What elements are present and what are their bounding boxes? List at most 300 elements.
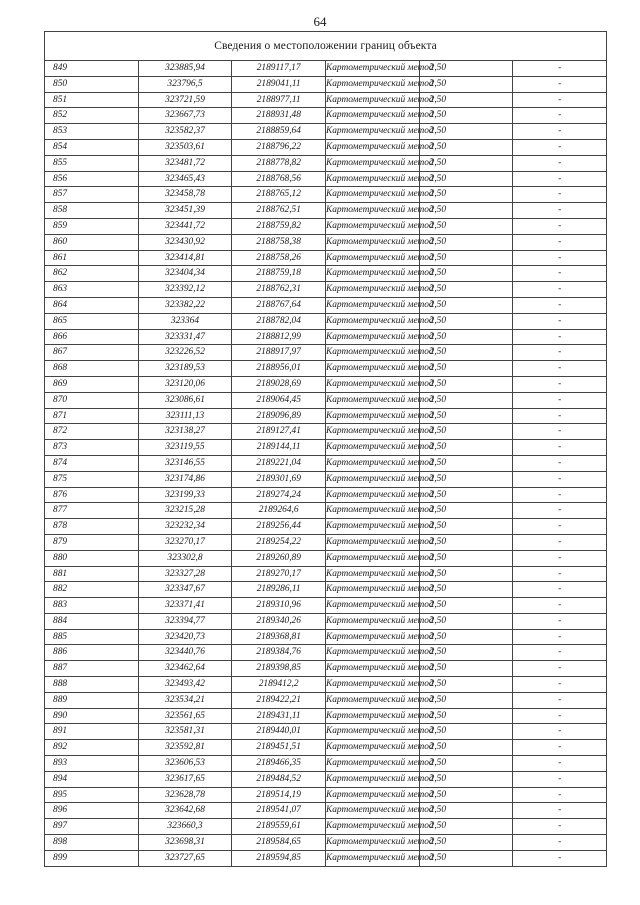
point-number-cell: 865 (45, 313, 139, 329)
x-coordinate-cell: 323371,41 (138, 598, 232, 614)
description-cell: - (513, 613, 607, 629)
precision-cell: 2,50 (419, 550, 513, 566)
method-cell: Картометрический метод (325, 124, 419, 140)
table-row (45, 677, 607, 693)
method-cell: Картометрический метод (325, 139, 419, 155)
precision-cell: 2,50 (419, 313, 513, 329)
description-cell: - (513, 218, 607, 234)
precision-cell: 2,50 (419, 708, 513, 724)
point-number-cell: 856 (45, 171, 139, 187)
precision-cell: 2,50 (419, 440, 513, 456)
x-coordinate-cell: 323226,52 (138, 345, 232, 361)
point-number-cell: 874 (45, 455, 139, 471)
description-cell: - (513, 835, 607, 851)
x-coordinate-cell: 323138,27 (138, 424, 232, 440)
y-coordinate-cell: 2188977,11 (232, 92, 326, 108)
table-row (45, 108, 607, 124)
x-coordinate-cell: 323404,34 (138, 266, 232, 282)
precision-cell: 2,50 (419, 424, 513, 440)
description-cell: - (513, 313, 607, 329)
y-coordinate-cell: 2189398,85 (232, 661, 326, 677)
description-cell: - (513, 250, 607, 266)
y-coordinate-cell: 2189594,85 (232, 850, 326, 866)
x-coordinate-cell: 323189,53 (138, 361, 232, 377)
precision-cell: 2,50 (419, 408, 513, 424)
table-row (45, 266, 607, 282)
y-coordinate-cell: 2189541,07 (232, 803, 326, 819)
y-coordinate-cell: 2188956,01 (232, 361, 326, 377)
table-row (45, 692, 607, 708)
x-coordinate-cell: 323581,31 (138, 724, 232, 740)
x-coordinate-cell: 323382,22 (138, 297, 232, 313)
x-coordinate-cell: 323199,33 (138, 487, 232, 503)
precision-cell: 2,50 (419, 108, 513, 124)
x-coordinate-cell: 323561,65 (138, 708, 232, 724)
table-row (45, 519, 607, 535)
method-cell: Картометрический метод (325, 661, 419, 677)
y-coordinate-cell: 2189559,61 (232, 819, 326, 835)
y-coordinate-cell: 2188812,99 (232, 329, 326, 345)
precision-cell: 2,50 (419, 724, 513, 740)
table-row (45, 76, 607, 92)
table-row (45, 582, 607, 598)
method-cell: Картометрический метод (325, 155, 419, 171)
y-coordinate-cell: 2189127,41 (232, 424, 326, 440)
method-cell: Картометрический метод (325, 440, 419, 456)
y-coordinate-cell: 2189310,96 (232, 598, 326, 614)
point-number-cell: 884 (45, 613, 139, 629)
y-coordinate-cell: 2189484,52 (232, 771, 326, 787)
description-cell: - (513, 487, 607, 503)
method-cell: Картометрический метод (325, 218, 419, 234)
y-coordinate-cell: 2189412,2 (232, 677, 326, 693)
table-row (45, 629, 607, 645)
method-cell: Картометрический метод (325, 519, 419, 535)
precision-cell: 2,50 (419, 803, 513, 819)
precision-cell: 2,50 (419, 266, 513, 282)
table-row (45, 661, 607, 677)
precision-cell: 2,50 (419, 61, 513, 77)
description-cell: - (513, 124, 607, 140)
table-row (45, 61, 607, 77)
precision-cell: 2,50 (419, 582, 513, 598)
method-cell: Картометрический метод (325, 455, 419, 471)
method-cell: Картометрический метод (325, 629, 419, 645)
table-row (45, 155, 607, 171)
precision-cell: 2,50 (419, 124, 513, 140)
point-number-cell: 880 (45, 550, 139, 566)
precision-cell: 2,50 (419, 282, 513, 298)
y-coordinate-cell: 2188778,82 (232, 155, 326, 171)
x-coordinate-cell: 323462,64 (138, 661, 232, 677)
y-coordinate-cell: 2189440,01 (232, 724, 326, 740)
page-number: 64 (313, 14, 327, 29)
point-number-cell: 881 (45, 566, 139, 582)
table-row (45, 740, 607, 756)
x-coordinate-cell: 323628,78 (138, 787, 232, 803)
x-coordinate-cell: 323270,17 (138, 534, 232, 550)
y-coordinate-cell: 2189254,22 (232, 534, 326, 550)
method-cell: Картометрический метод (325, 203, 419, 219)
description-cell: - (513, 519, 607, 535)
method-cell: Картометрический метод (325, 835, 419, 851)
y-coordinate-cell: 2189384,76 (232, 645, 326, 661)
table-row (45, 329, 607, 345)
description-cell: - (513, 566, 607, 582)
method-cell: Картометрический метод (325, 345, 419, 361)
description-cell: - (513, 361, 607, 377)
point-number-cell: 872 (45, 424, 139, 440)
point-number-cell: 859 (45, 218, 139, 234)
x-coordinate-cell: 323642,68 (138, 803, 232, 819)
method-cell: Картометрический метод (325, 424, 419, 440)
description-cell: - (513, 771, 607, 787)
y-coordinate-cell: 2188768,56 (232, 171, 326, 187)
table-row (45, 566, 607, 582)
description-cell: - (513, 455, 607, 471)
y-coordinate-cell: 2189221,04 (232, 455, 326, 471)
point-number-cell: 862 (45, 266, 139, 282)
table-row (45, 598, 607, 614)
point-number-cell: 877 (45, 503, 139, 519)
method-cell: Картометрический метод (325, 171, 419, 187)
method-cell: Картометрический метод (325, 503, 419, 519)
precision-cell: 2,50 (419, 139, 513, 155)
precision-cell: 2,50 (419, 297, 513, 313)
y-coordinate-cell: 2189466,35 (232, 756, 326, 772)
point-number-cell: 878 (45, 519, 139, 535)
point-number-cell: 898 (45, 835, 139, 851)
x-coordinate-cell: 323302,8 (138, 550, 232, 566)
precision-cell: 2,50 (419, 503, 513, 519)
point-number-cell: 858 (45, 203, 139, 219)
precision-cell: 2,50 (419, 629, 513, 645)
point-number-cell: 866 (45, 329, 139, 345)
point-number-cell: 873 (45, 440, 139, 456)
table-row (45, 424, 607, 440)
method-cell: Картометрический метод (325, 771, 419, 787)
method-cell: Картометрический метод (325, 819, 419, 835)
y-coordinate-cell: 2188931,48 (232, 108, 326, 124)
table-row (45, 534, 607, 550)
method-cell: Картометрический метод (325, 740, 419, 756)
table-row (45, 203, 607, 219)
description-cell: - (513, 629, 607, 645)
point-number-cell: 868 (45, 361, 139, 377)
method-cell: Картометрический метод (325, 487, 419, 503)
y-coordinate-cell: 2188917,97 (232, 345, 326, 361)
x-coordinate-cell: 323420,73 (138, 629, 232, 645)
y-coordinate-cell: 2188782,04 (232, 313, 326, 329)
y-coordinate-cell: 2188762,31 (232, 282, 326, 298)
method-cell: Картометрический метод (325, 598, 419, 614)
table-row (45, 819, 607, 835)
x-coordinate-cell: 323347,67 (138, 582, 232, 598)
table-row (45, 455, 607, 471)
table-row (45, 250, 607, 266)
point-number-cell: 870 (45, 392, 139, 408)
description-cell: - (513, 61, 607, 77)
method-cell: Картометрический метод (325, 408, 419, 424)
x-coordinate-cell: 323592,81 (138, 740, 232, 756)
description-cell: - (513, 139, 607, 155)
x-coordinate-cell: 323215,28 (138, 503, 232, 519)
precision-cell: 2,50 (419, 455, 513, 471)
description-cell: - (513, 376, 607, 392)
point-number-cell: 886 (45, 645, 139, 661)
table-row (45, 376, 607, 392)
precision-cell: 2,50 (419, 250, 513, 266)
description-cell: - (513, 440, 607, 456)
y-coordinate-cell: 2188767,64 (232, 297, 326, 313)
description-cell: - (513, 297, 607, 313)
x-coordinate-cell: 323440,76 (138, 645, 232, 661)
table-row (45, 487, 607, 503)
method-cell: Картометрический метод (325, 282, 419, 298)
method-cell: Картометрический метод (325, 803, 419, 819)
table-row (45, 550, 607, 566)
x-coordinate-cell: 323086,61 (138, 392, 232, 408)
method-cell: Картометрический метод (325, 566, 419, 582)
description-cell: - (513, 598, 607, 614)
table-body (45, 61, 607, 867)
point-number-cell: 895 (45, 787, 139, 803)
table-row (45, 218, 607, 234)
x-coordinate-cell: 323617,65 (138, 771, 232, 787)
precision-cell: 2,50 (419, 155, 513, 171)
description-cell: - (513, 282, 607, 298)
x-coordinate-cell: 323146,55 (138, 455, 232, 471)
point-number-cell: 896 (45, 803, 139, 819)
y-coordinate-cell: 2188796,22 (232, 139, 326, 155)
method-cell: Картометрический метод (325, 692, 419, 708)
x-coordinate-cell: 323364 (138, 313, 232, 329)
precision-cell: 2,50 (419, 361, 513, 377)
y-coordinate-cell: 2189096,89 (232, 408, 326, 424)
point-number-cell: 864 (45, 297, 139, 313)
table-row (45, 850, 607, 866)
table-row (45, 835, 607, 851)
y-coordinate-cell: 2188759,18 (232, 266, 326, 282)
table-row (45, 771, 607, 787)
y-coordinate-cell: 2189270,17 (232, 566, 326, 582)
x-coordinate-cell: 323606,53 (138, 756, 232, 772)
precision-cell: 2,50 (419, 692, 513, 708)
boundary-table-container (44, 31, 607, 867)
x-coordinate-cell: 323232,34 (138, 519, 232, 535)
y-coordinate-cell: 2188759,82 (232, 218, 326, 234)
table-row (45, 313, 607, 329)
point-number-cell: 851 (45, 92, 139, 108)
description-cell: - (513, 187, 607, 203)
y-coordinate-cell: 2189117,17 (232, 61, 326, 77)
x-coordinate-cell: 323451,39 (138, 203, 232, 219)
method-cell: Картометрический метод (325, 297, 419, 313)
description-cell: - (513, 108, 607, 124)
description-cell: - (513, 582, 607, 598)
table-row (45, 282, 607, 298)
method-cell: Картометрический метод (325, 376, 419, 392)
precision-cell: 2,50 (419, 76, 513, 92)
description-cell: - (513, 92, 607, 108)
description-cell: - (513, 661, 607, 677)
method-cell: Картометрический метод (325, 677, 419, 693)
table-row (45, 756, 607, 772)
table-row (45, 613, 607, 629)
table-row (45, 645, 607, 661)
point-number-cell: 879 (45, 534, 139, 550)
point-number-cell: 888 (45, 677, 139, 693)
method-cell: Картометрический метод (325, 787, 419, 803)
x-coordinate-cell: 323394,77 (138, 613, 232, 629)
x-coordinate-cell: 323727,65 (138, 850, 232, 866)
description-cell: - (513, 171, 607, 187)
method-cell: Картометрический метод (325, 234, 419, 250)
method-cell: Картометрический метод (325, 313, 419, 329)
point-number-cell: 860 (45, 234, 139, 250)
description-cell: - (513, 645, 607, 661)
precision-cell: 2,50 (419, 376, 513, 392)
precision-cell: 2,50 (419, 850, 513, 866)
y-coordinate-cell: 2189431,11 (232, 708, 326, 724)
x-coordinate-cell: 323331,47 (138, 329, 232, 345)
y-coordinate-cell: 2189274,24 (232, 487, 326, 503)
table-row (45, 345, 607, 361)
table-row (45, 297, 607, 313)
description-cell: - (513, 787, 607, 803)
description-cell: - (513, 708, 607, 724)
y-coordinate-cell: 2189144,11 (232, 440, 326, 456)
method-cell: Картометрический метод (325, 392, 419, 408)
precision-cell: 2,50 (419, 392, 513, 408)
y-coordinate-cell: 2188762,51 (232, 203, 326, 219)
y-coordinate-cell: 2188859,64 (232, 124, 326, 140)
table-row (45, 139, 607, 155)
point-number-cell: 857 (45, 187, 139, 203)
point-number-cell: 869 (45, 376, 139, 392)
table-row (45, 124, 607, 140)
table-row (45, 92, 607, 108)
y-coordinate-cell: 2189422,21 (232, 692, 326, 708)
method-cell: Картометрический метод (325, 471, 419, 487)
precision-cell: 2,50 (419, 787, 513, 803)
point-number-cell: 855 (45, 155, 139, 171)
x-coordinate-cell: 323111,13 (138, 408, 232, 424)
description-cell: - (513, 392, 607, 408)
description-cell: - (513, 819, 607, 835)
method-cell: Картометрический метод (325, 266, 419, 282)
precision-cell: 2,50 (419, 218, 513, 234)
table-row (45, 361, 607, 377)
description-cell: - (513, 550, 607, 566)
x-coordinate-cell: 323441,72 (138, 218, 232, 234)
x-coordinate-cell: 323698,31 (138, 835, 232, 851)
precision-cell: 2,50 (419, 819, 513, 835)
precision-cell: 2,50 (419, 771, 513, 787)
y-coordinate-cell: 2189264,6 (232, 503, 326, 519)
point-number-cell: 875 (45, 471, 139, 487)
point-number-cell: 854 (45, 139, 139, 155)
point-number-cell: 882 (45, 582, 139, 598)
description-cell: - (513, 155, 607, 171)
precision-cell: 2,50 (419, 613, 513, 629)
method-cell: Картометрический метод (325, 187, 419, 203)
y-coordinate-cell: 2188758,38 (232, 234, 326, 250)
description-cell: - (513, 266, 607, 282)
method-cell: Картометрический метод (325, 61, 419, 77)
precision-cell: 2,50 (419, 171, 513, 187)
description-cell: - (513, 503, 607, 519)
y-coordinate-cell: 2189514,19 (232, 787, 326, 803)
point-number-cell: 863 (45, 282, 139, 298)
y-coordinate-cell: 2189064,45 (232, 392, 326, 408)
x-coordinate-cell: 323493,42 (138, 677, 232, 693)
description-cell: - (513, 677, 607, 693)
description-cell: - (513, 724, 607, 740)
precision-cell: 2,50 (419, 835, 513, 851)
x-coordinate-cell: 323582,37 (138, 124, 232, 140)
y-coordinate-cell: 2189028,69 (232, 376, 326, 392)
y-coordinate-cell: 2189041,11 (232, 76, 326, 92)
precision-cell: 2,50 (419, 566, 513, 582)
method-cell: Картометрический метод (325, 756, 419, 772)
table-row (45, 724, 607, 740)
point-number-cell: 893 (45, 756, 139, 772)
precision-cell: 2,50 (419, 756, 513, 772)
point-number-cell: 891 (45, 724, 139, 740)
x-coordinate-cell: 323667,73 (138, 108, 232, 124)
point-number-cell: 852 (45, 108, 139, 124)
method-cell: Картометрический метод (325, 550, 419, 566)
precision-cell: 2,50 (419, 329, 513, 345)
y-coordinate-cell: 2189260,89 (232, 550, 326, 566)
precision-cell: 2,50 (419, 187, 513, 203)
point-number-cell: 871 (45, 408, 139, 424)
method-cell: Картометрический метод (325, 582, 419, 598)
point-number-cell: 897 (45, 819, 139, 835)
table-title: Сведения о местоположении границ объекта (45, 32, 607, 61)
method-cell: Картометрический метод (325, 250, 419, 266)
table-row (45, 187, 607, 203)
description-cell: - (513, 234, 607, 250)
x-coordinate-cell: 323430,92 (138, 234, 232, 250)
x-coordinate-cell: 323120,06 (138, 376, 232, 392)
point-number-cell: 899 (45, 850, 139, 866)
x-coordinate-cell: 323503,61 (138, 139, 232, 155)
x-coordinate-cell: 323796,5 (138, 76, 232, 92)
y-coordinate-cell: 2188758,26 (232, 250, 326, 266)
description-cell: - (513, 534, 607, 550)
precision-cell: 2,50 (419, 471, 513, 487)
precision-cell: 2,50 (419, 534, 513, 550)
method-cell: Картометрический метод (325, 708, 419, 724)
precision-cell: 2,50 (419, 519, 513, 535)
precision-cell: 2,50 (419, 677, 513, 693)
method-cell: Картометрический метод (325, 76, 419, 92)
point-number-cell: 890 (45, 708, 139, 724)
x-coordinate-cell: 323414,81 (138, 250, 232, 266)
precision-cell: 2,50 (419, 203, 513, 219)
precision-cell: 2,50 (419, 598, 513, 614)
point-number-cell: 876 (45, 487, 139, 503)
point-number-cell: 889 (45, 692, 139, 708)
table-row (45, 392, 607, 408)
x-coordinate-cell: 323327,28 (138, 566, 232, 582)
x-coordinate-cell: 323392,12 (138, 282, 232, 298)
point-number-cell: 850 (45, 76, 139, 92)
method-cell: Картометрический метод (325, 645, 419, 661)
table-row (45, 471, 607, 487)
